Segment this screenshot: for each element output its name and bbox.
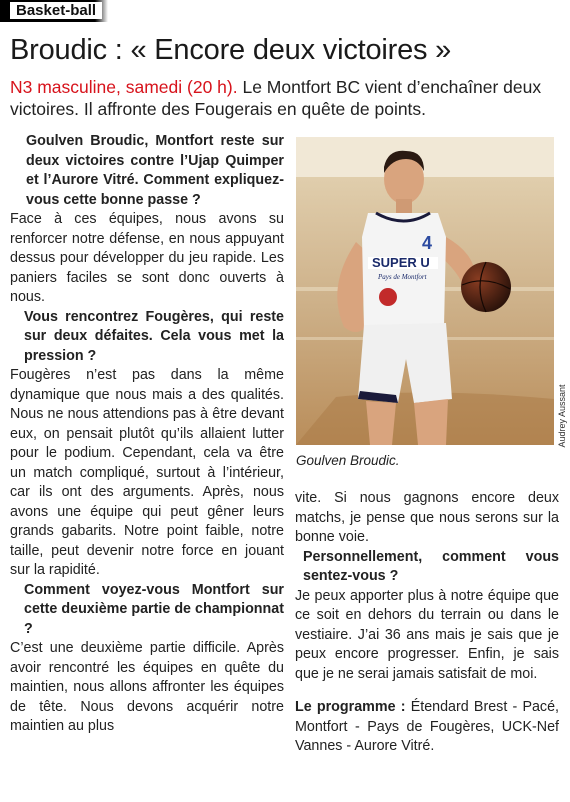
basketball-player-illustration xyxy=(296,137,554,445)
right-column xyxy=(295,489,559,757)
jersey-sub: Pays de Montfort xyxy=(378,273,427,281)
article-headline: Broudic : « Encore deux victoires » xyxy=(10,34,452,66)
question-1: Goulven Broudic, Montfort reste sur deux victoires contre l’Ujap Quimper et l’Aurore Vitré. Comment expliquez-vous cette bonne passe ? xyxy=(26,133,284,208)
programme xyxy=(295,698,559,757)
jersey-sponsor: SUPER U xyxy=(372,255,430,270)
photo-credit-text: Audrey Aussant xyxy=(557,384,567,448)
section-rubric xyxy=(0,0,108,22)
answer-3-continued: vite. Si nous gagnons encore deux matchs, je pense que nous serons sur la bonne voie. xyxy=(295,490,559,545)
photo-credit xyxy=(555,380,570,452)
question-3: Comment voyez-vous Montfort sur cette deuxième partie de championnat ? xyxy=(24,581,284,637)
programme-label: Le programme : xyxy=(295,699,406,715)
answer-2: Fougères n’est pas dans la même dynamique que nous mais a des qualités. Nous ne nous attendions pas à être devant eux, on pensait plutôt qu’ils allaient lutter pour le podium. Cependant, cela va être un match compliqué, surtout à l’intérieur, car ils ont des arguments. Après, nous avons une équipe qui peut gêner leurs grands gabarits. Notre point faible, notre taille, peut devenir notre force en jouant sur la rapidité. xyxy=(10,367,284,578)
lead-accent: N3 masculine, samedi (20 h). xyxy=(10,77,238,97)
basketball-icon xyxy=(461,262,511,312)
sponsor-logo-icon xyxy=(379,288,397,306)
answer-1: Face à ces équipes, nous avons su renforcer notre défense, en nous appuyant dessus pour développer du jeu rapide. Les paniers faciles se sont donc ouverts à nous. xyxy=(10,211,284,305)
photo-caption: Goulven Broudic. xyxy=(296,453,400,468)
answer-4: Je peux apporter plus à notre équipe que ce soit en dehors du terrain ou dans le vestiaire. J’ai 36 ans mais je sais que je peux encore progresser. Enfin, je sais que je ne serai jamais satisfait de moi. xyxy=(295,587,559,682)
article-lead xyxy=(10,76,565,120)
question-4: Personnellement, comment vous sentez-vous ? xyxy=(303,548,559,584)
lead-text: Le Montfort BC vient d’enchaîner deux victoires. Il affronte des Fougerais en quête de points. xyxy=(10,77,542,119)
question-2: Vous rencontrez Fougères, qui reste sur deux défaites. Cela vous met la pression ? xyxy=(24,308,284,364)
left-column xyxy=(10,132,284,737)
player-photo xyxy=(296,137,554,445)
programme-text: Étendard Brest - Pacé, Montfort - Pays de Fougères, UCK-Nef Vannes - Aurore Vitré. xyxy=(295,699,559,754)
rubric-label: Basket-ball xyxy=(10,2,102,19)
jersey-number: 4 xyxy=(422,233,433,253)
answer-3: C’est une deuxième partie difficile. Après avoir rencontré les équipes en quête du maintien, nous allons affronter les équipes de tête. Nous devons acquérir notre maintien au plus xyxy=(10,640,284,734)
